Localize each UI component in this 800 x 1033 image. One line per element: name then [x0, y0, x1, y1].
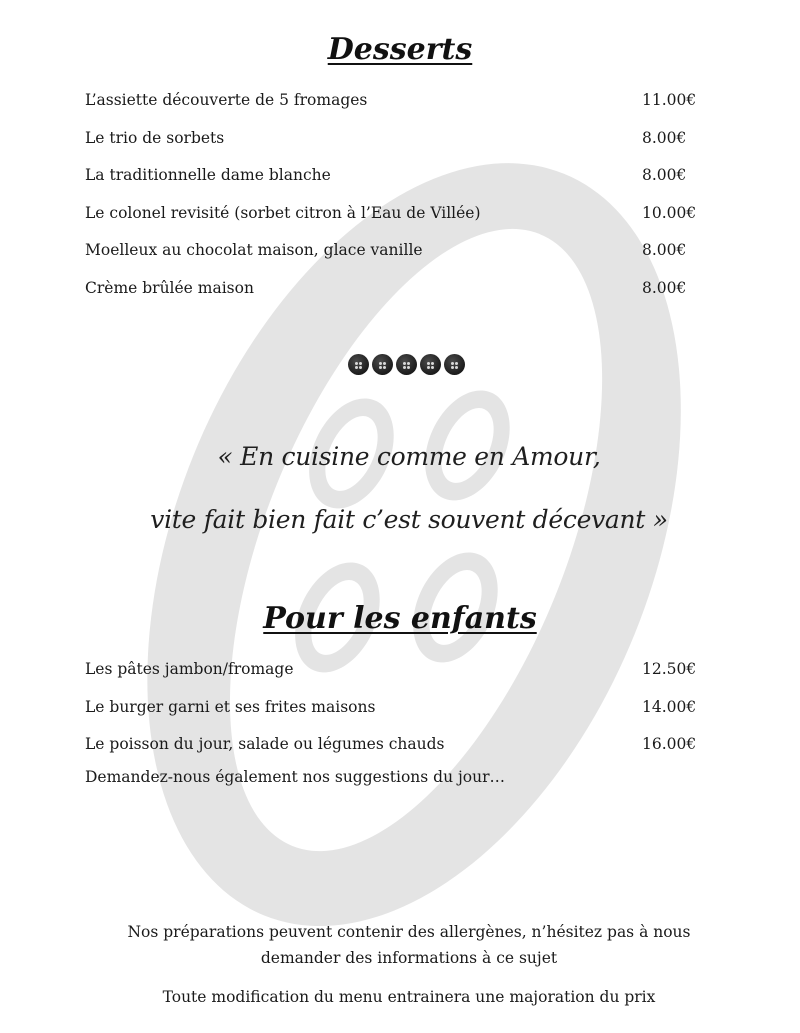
- menu-item: [85, 732, 715, 770]
- button-icon: [444, 354, 465, 375]
- button-icon: [420, 354, 441, 375]
- buttons-divider-icon: [348, 354, 465, 375]
- menu-item-price: 8.00€: [642, 128, 687, 147]
- menu-item: [85, 163, 715, 201]
- menu-item-price: 8.00€: [642, 166, 687, 184]
- suggestions-note: Demandez-nous également nos suggestions du jour…: [85, 768, 506, 786]
- menu-item-name: Le burger garni et ses frites maisons: [85, 697, 376, 716]
- menu-item: [85, 88, 715, 126]
- menu-item: [85, 276, 715, 314]
- desserts-menu-list: [85, 88, 715, 313]
- menu-item-price: 8.00€: [642, 278, 687, 297]
- enfants-menu-list: [85, 657, 715, 770]
- button-icon: [396, 354, 417, 375]
- quote-line-2: vite fait bien fait c’est souvent décevant »: [150, 505, 668, 534]
- button-icon: [372, 354, 393, 375]
- menu-item-price: 16.00€: [642, 735, 697, 753]
- allergens-notice: [0, 919, 800, 971]
- desserts-title: Desserts: [327, 32, 473, 67]
- enfants-title: Pour les enfants: [263, 601, 537, 636]
- menu-item-price: 12.50€: [642, 660, 697, 678]
- menu-item-name: Le poisson du jour, salade ou légumes chauds: [85, 735, 445, 753]
- allergens-line-1: Nos préparations peuvent contenir des allergènes, n’hésitez pas à nous: [127, 923, 691, 941]
- menu-item-name: Crème brûlée maison: [85, 278, 254, 297]
- menu-item-price: 8.00€: [642, 241, 687, 259]
- menu-item: [85, 695, 715, 733]
- modification-notice: Toute modification du menu entrainera une majoration du prix: [162, 988, 656, 1006]
- menu-item-name: La traditionnelle dame blanche: [85, 166, 331, 184]
- menu-item-price: 11.00€: [642, 91, 697, 109]
- menu-item-price: 10.00€: [642, 203, 697, 222]
- menu-item-name: Le colonel revisité (sorbet citron à l’Eau de Villée): [85, 203, 481, 222]
- quote-line-1: « En cuisine comme en Amour,: [217, 442, 601, 471]
- menu-item-name: L’assiette découverte de 5 fromages: [85, 91, 368, 109]
- menu-item: [85, 201, 715, 239]
- allergens-line-2: demander des informations à ce sujet: [260, 949, 558, 967]
- menu-item: [85, 126, 715, 164]
- menu-item-price: 14.00€: [642, 697, 697, 716]
- menu-item-name: Les pâtes jambon/fromage: [85, 660, 294, 678]
- menu-item-name: Le trio de sorbets: [85, 128, 225, 147]
- button-icon: [348, 354, 369, 375]
- menu-item: [85, 657, 715, 695]
- menu-item-name: Moelleux au chocolat maison, glace vanille: [85, 241, 423, 259]
- menu-item: [85, 238, 715, 276]
